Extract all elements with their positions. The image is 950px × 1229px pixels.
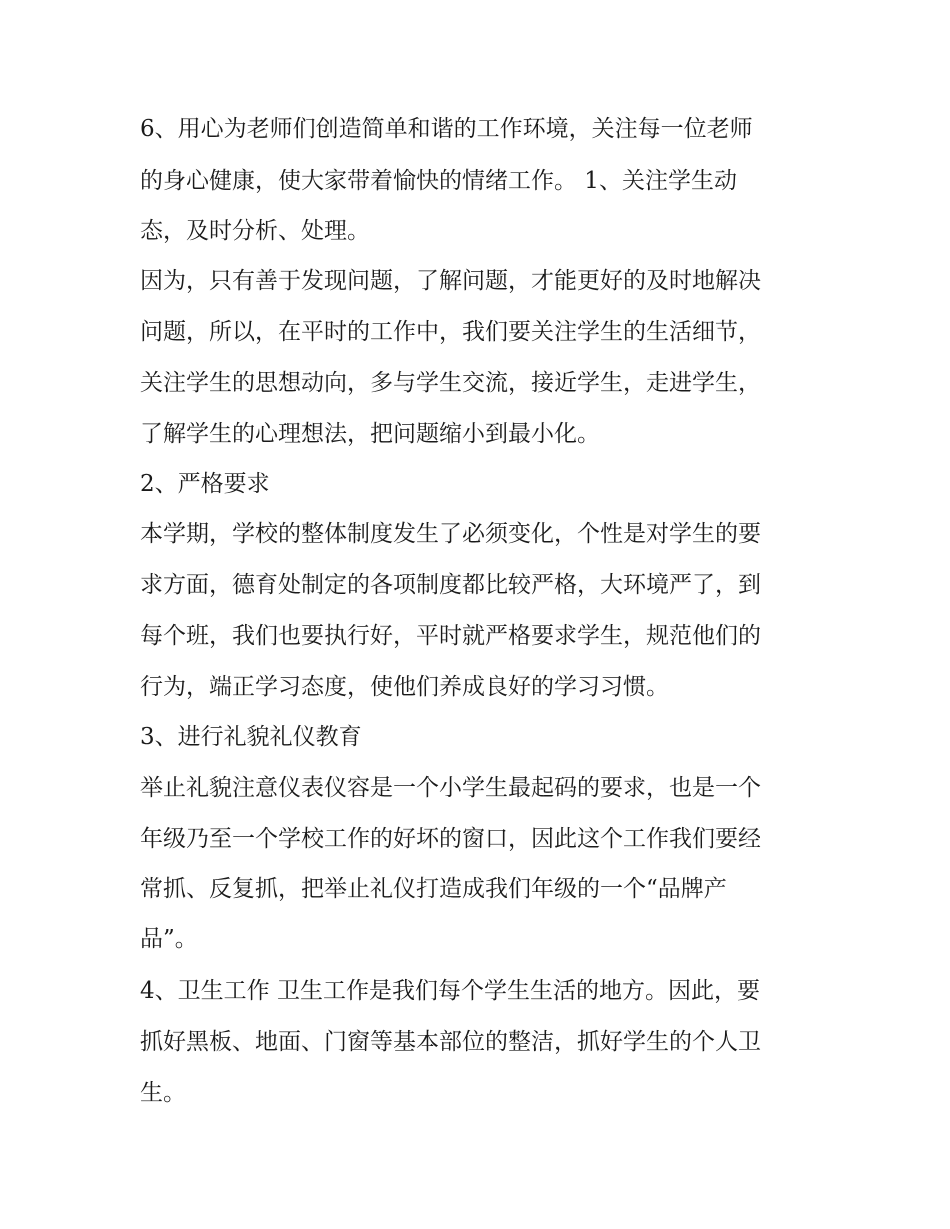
- text-line: 因为，只有善于发现问题，了解问题，才能更好的及时地解决: [140, 268, 761, 294]
- text-line: 态，及时分析、处理。: [140, 218, 370, 244]
- text-line: 抓好黑板、地面、门窗等基本部位的整洁，抓好学生的个人卫: [140, 1029, 761, 1055]
- text-line: 关注学生的思想动向，多与学生交流，接近学生，走进学生，: [140, 370, 761, 396]
- text-line: 品”。: [140, 926, 198, 952]
- text-line: 行为，端正学习态度，使他们养成良好的学习习惯。: [140, 674, 669, 700]
- text-line: 求方面，德育处制定的各项制度都比较严格，大环境严了，到: [140, 572, 761, 598]
- text-line: 本学期，学校的整体制度发生了必须变化，个性是对学生的要: [140, 521, 761, 547]
- text-line: 的身心健康，使大家带着愉快的情绪工作。 1、关注学生动: [140, 168, 737, 194]
- text-line: 常抓、反复抓，把举止礼仪打造成我们年级的一个“品牌产: [140, 876, 727, 902]
- section-heading: 3、进行礼貌礼仪教育: [140, 724, 362, 750]
- section-heading: 2、严格要求: [140, 471, 270, 497]
- text-line: 年级乃至一个学校工作的好坏的窗口，因此这个工作我们要经: [140, 826, 761, 852]
- text-line: 生。: [140, 1080, 186, 1106]
- text-line: 了解学生的心理想法，把问题缩小到最小化。: [140, 421, 600, 447]
- text-line: 举止礼貌注意仪表仪容是一个小学生最起码的要求，也是一个: [140, 775, 761, 801]
- text-line: 每个班，我们也要执行好，平时就严格要求学生，规范他们的: [140, 623, 761, 649]
- text-line: 问题，所以，在平时的工作中，我们要关注学生的生活细节，: [140, 319, 761, 345]
- section-heading: 4、卫生工作 卫生工作是我们每个学生生活的地方。因此，要: [140, 978, 760, 1004]
- text-line: 6、用心为老师们创造简单和谐的工作环境，关注每一位老师: [140, 116, 753, 142]
